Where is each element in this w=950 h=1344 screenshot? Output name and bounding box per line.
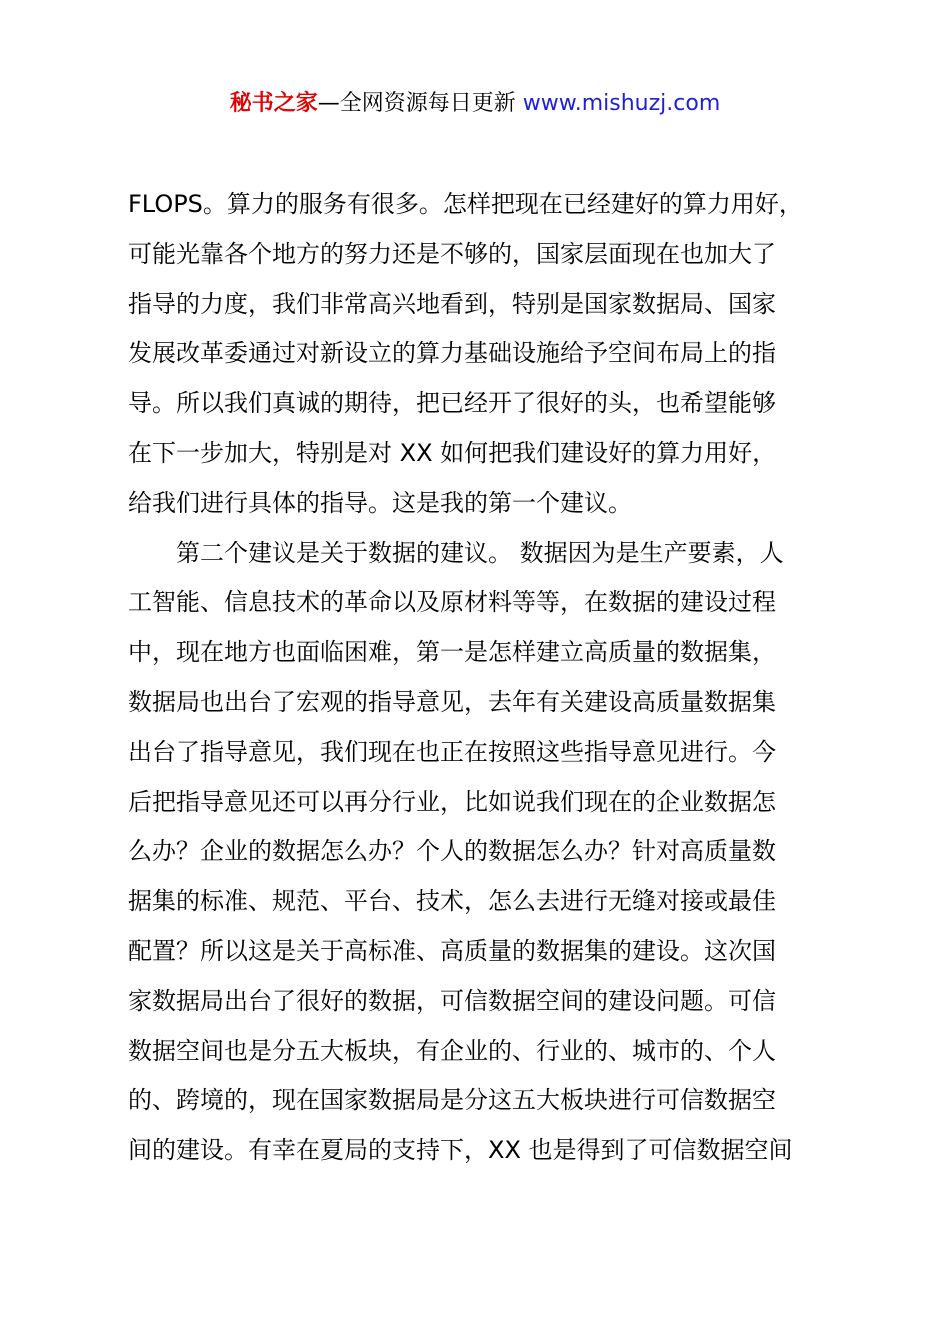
text-line: 么办？企业的数据怎么办？个人的数据怎么办？针对高质量数	[128, 837, 776, 866]
text-line: 在下一步加大，特别是对 XX 如何把我们建设好的算力用好，	[128, 438, 777, 467]
text-line: 中，现在地方也面临困难，第一是怎样建立高质量的数据集，	[128, 638, 776, 667]
text-line: 指导的力度，我们非常高兴地看到，特别是国家数据局、国家	[128, 289, 776, 318]
text-line: 导。所以我们真诚的期待，把已经开了很好的头，也希望能够	[128, 389, 776, 418]
text-line: 间的建设。有幸在夏局的支持下，XX 也是得到了可信数据空间	[128, 1136, 793, 1165]
page-header	[0, 86, 950, 122]
text-line: 工智能、信息技术的革命以及原材料等等，在数据的建设过程	[128, 588, 776, 617]
text-line: 配置？所以这是关于高标准、高质量的数据集的建设。这次国	[128, 936, 776, 965]
text-line: 后把指导意见还可以再分行业，比如说我们现在的企业数据怎	[128, 787, 776, 816]
text-line: 发展改革委通过对新设立的算力基础设施给予空间布局上的指	[128, 339, 776, 368]
text-line: 给我们进行具体的指导。这是我的第一个建议。	[128, 488, 632, 517]
text-line: 数据空间也是分五大板块，有企业的、行业的、城市的、个人	[128, 1036, 776, 1065]
text-line: FLOPS。算力的服务有很多。怎样把现在已经建好的算力用好，	[128, 190, 803, 218]
text-line: 家数据局出台了很好的数据，可信数据空间的建设问题。可信	[128, 986, 776, 1015]
site-url-link[interactable]: www.mishuzj.com	[522, 91, 721, 116]
text-line: 出台了指导意见，我们现在也正在按照这些指导意见进行。今	[128, 737, 776, 766]
brand-name: 秘书之家	[229, 91, 318, 116]
paragraph-start-line: 第二个建议是关于数据的建议。 数据因为是生产要素，人	[176, 538, 784, 567]
text-line: 可能光靠各个地方的努力还是不够的，国家层面现在也加大了	[128, 239, 776, 268]
text-line: 数据局也出台了宏观的指导意见，去年有关建设高质量数据集	[128, 687, 776, 716]
text-line: 据集的标准、规范、平台、技术，怎么去进行无缝对接或最佳	[128, 887, 776, 916]
header-tagline: —全网资源每日更新	[317, 91, 523, 116]
text-line: 的、跨境的，现在国家数据局是分这五大板块进行可信数据空	[128, 1086, 776, 1115]
document-body	[128, 180, 838, 1176]
